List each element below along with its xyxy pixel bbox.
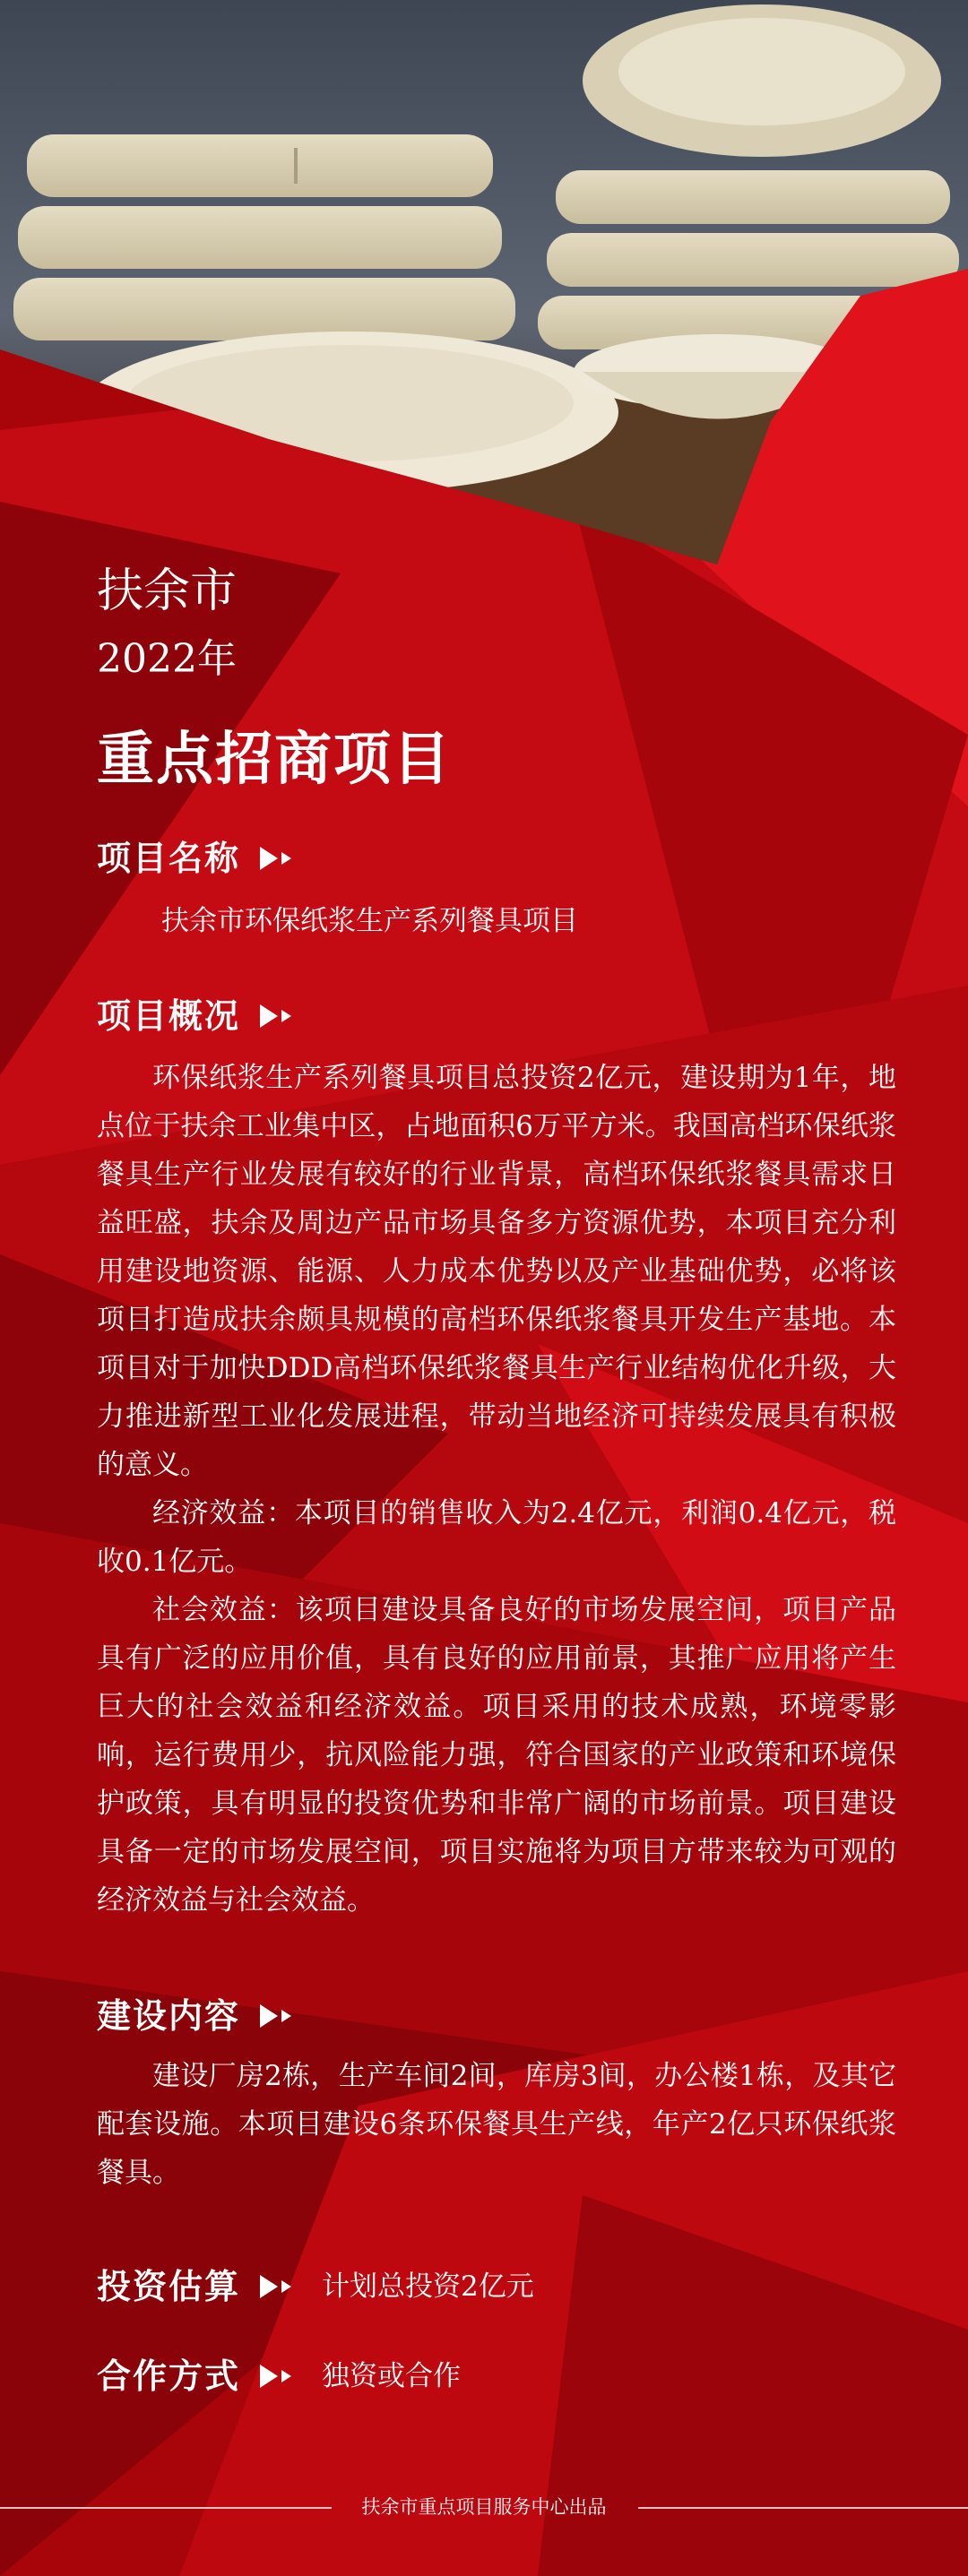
overview-paragraph: 环保纸浆生产系列餐具项目总投资2亿元，建设期为1年，地点位于扶余工业集中区，占地面积6万平方米。我国高档环保纸浆餐具生产行业发展有较好的行业背景，高档环保纸浆餐具需求日益旺盛，扶余及周边产品市场具备多方资源优势，本项目充分利用建设地资源、能源、人力成本优势以及产业基础优势，必将该项目打造成扶余颇具规模的高档环保纸浆餐具开发生产基地。本项目对于加快DDD高档环保纸浆餐具生产行业结构优化升级，大力推进新型工业化发展进程，带动当地经济可持续发展具有积极的意义。 xyxy=(97,1062,896,1481)
section-header-cooperation xyxy=(97,2355,461,2398)
section-header-investment xyxy=(97,2265,534,2308)
footer-credit: 扶余市重点项目服务中心出品 xyxy=(361,2496,607,2518)
section-title: 项目概况 xyxy=(97,996,241,1036)
project-name-value: 扶余市环保纸浆生产系列餐具项目 xyxy=(161,905,578,937)
construction-paragraph: 建设厂房2栋，生产车间2间，库房3间，办公楼1栋，及其它配套设施。本项目建设6条环保餐具生产线，年产2亿只环保纸浆餐具。 xyxy=(97,2060,896,2189)
cooperation-value: 独资或合作 xyxy=(322,2360,462,2392)
double-triangle-arrow-icon xyxy=(260,1004,291,1028)
social-benefit-paragraph: 社会效益：该项目建设具备良好的市场发展空间，项目产品具有广泛的应用价值，具有良好的应用前景，其推广应用将产生巨大的社会效益和经济效益。项目采用的技术成熟，环境零影响，运行费用少，抗风险能力强，符合国家的产业政策和环境保护政策，具有明显的投资优势和非常广阔的市场前景。项目建设具备一定的市场发展空间，项目实施将为项目方带来较为可观的经济效益与社会效益。 xyxy=(97,1594,896,1917)
city-name: 扶余市 xyxy=(97,564,238,618)
section-header-overview xyxy=(97,995,291,1038)
section-title: 投资估算 xyxy=(97,2267,241,2306)
double-triangle-arrow-icon xyxy=(260,2365,291,2388)
page-title: 重点招商项目 xyxy=(97,726,452,793)
double-triangle-arrow-icon xyxy=(260,2004,291,2028)
double-triangle-arrow-icon xyxy=(260,2275,291,2298)
investment-value: 计划总投资2亿元 xyxy=(322,2270,534,2303)
section-title: 合作方式 xyxy=(97,2356,241,2396)
double-triangle-arrow-icon xyxy=(260,847,291,870)
section-header-construction xyxy=(97,1994,291,2038)
section-title: 项目名称 xyxy=(97,839,241,878)
section-title: 建设内容 xyxy=(97,1996,241,2036)
economic-benefit-paragraph: 经济效益：本项目的销售收入为2.4亿元，利润0.4亿元，税收0.1亿元。 xyxy=(97,1497,896,1578)
section-header-project-name xyxy=(97,837,291,880)
year-label: 2022年 xyxy=(97,636,237,682)
